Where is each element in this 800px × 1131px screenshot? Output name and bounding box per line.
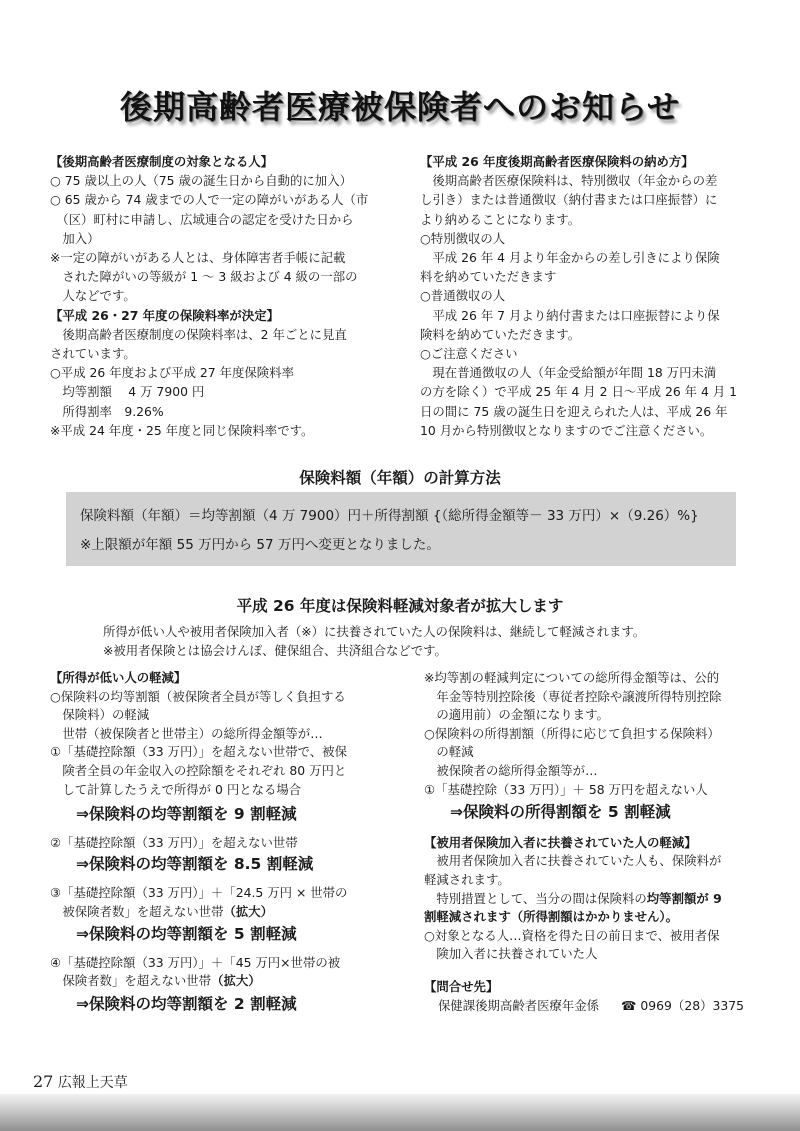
text-line: 平成 26 年 4 月より年金からの差し引きにより保険 — [420, 250, 720, 266]
text-line: ※一定の障がいがある人とは、身体障害者手帳に記載 — [50, 250, 346, 266]
text-line: ※均等割の軽減判定についての総所得金額等は、公的 — [424, 670, 720, 685]
formula-text: 保険料額（年額）＝均等割額（4 万 7900）円＋所得割額 {（総所得金額等－ 33 万円）×（9.26）%} — [80, 508, 699, 524]
text-line: 年金等特別控除後（専従者控除や譲渡所得特別控除 — [424, 688, 722, 704]
text-line: 日の間に 75 歳の誕生日を迎えられた人は、平成 26 年 — [420, 403, 728, 419]
condition-4-cont — [50, 972, 347, 991]
text-line: 険料を納めていただきます。 — [420, 326, 581, 342]
result-3: ⇒保険料の均等割額を 5 割軽減 — [76, 925, 297, 944]
text-line: 均等割額 4 万 7900 円 — [50, 384, 205, 400]
text-line: 加入） — [50, 230, 100, 246]
text-line: 人などです。 — [50, 288, 136, 304]
right-lower-column — [424, 669, 744, 1015]
formula-box — [66, 492, 736, 566]
text-line: 険者全員の年金収入の控除額をそれぞれ 80 万円と — [50, 762, 347, 778]
text-line: ○ 65 歳から 74 歳までの人で一定の障がいがある人（市 — [50, 192, 369, 208]
text-line: の適用前）の金額になります。 — [424, 707, 609, 723]
text-line: 後期高齢者医療制度の保険料率は、2 年ごとに見直 — [50, 326, 347, 342]
text-span: 保険者数」を超えない世帯 — [50, 973, 212, 989]
text-line: ○普通徴収の人 — [420, 288, 506, 304]
text-line: 軽減されます。 — [424, 871, 510, 887]
text-line: の軽減 — [424, 744, 474, 760]
text-line: 被保険者の総所得金額等が… — [424, 762, 598, 778]
condition-2: ②「基礎控除額（33 万円）」を超えない世帯 — [50, 834, 298, 850]
text-line: 被用者保険加入者に扶養されていた人も、保険料が — [424, 853, 722, 869]
text-span: 特別措置として、当分の間は保険料の — [424, 890, 647, 906]
result-4: ⇒保険料の均等割額を 2 割軽減 — [76, 994, 297, 1013]
calc-heading: 保険料額（年額）の計算方法 — [299, 469, 501, 487]
section-heading-payment: 【平成 26 年度後期高齢者医療保険料の納め方】 — [420, 154, 694, 169]
condition-3: ③「基礎控除額（33 万円）」＋「24.5 万円 × 世帯の — [50, 884, 348, 900]
bold-span: 均等割額が 9 — [646, 890, 722, 906]
contact-heading: 【問合せ先】 — [424, 978, 499, 994]
text-line: し引き）または普通徴収（納付書または口座振替）に — [420, 192, 718, 208]
result-1: ⇒保険料の均等割額を 9 割軽減 — [76, 805, 297, 824]
contact-phone: ☎ 0969（28）3375 — [621, 997, 745, 1013]
footer-bar — [0, 1094, 800, 1131]
text-line: ○保険料の均等割額（被保険者全員が等しく負担する — [50, 688, 346, 704]
text-line: の方を除く）で平成 25 年 4 月 2 日～平成 26 年 4 月 1 — [420, 384, 738, 400]
page-footer — [33, 1072, 128, 1092]
text-line: された障がいの等級が 1 ～ 3 級および 4 級の一部の — [50, 269, 358, 285]
dependent-heading: 【被用者保険加入者に扶養されていた人の軽減】 — [424, 834, 697, 850]
text-line: 保険料）の軽減 — [50, 707, 150, 723]
text-span: 被保険者数」を超えない世帯 — [50, 903, 224, 919]
text-line: 険加入者に扶養されていた人 — [424, 946, 598, 962]
condition-1: ①「基礎控除額（33 万円）」を超えない世帯で、被保 — [50, 744, 347, 760]
condition-4: ④「基礎控除額（33 万円）」＋「45 万円×世帯の被 — [50, 954, 341, 970]
text-line: ○平成 26 年度および平成 27 年度保険料率 — [50, 365, 294, 381]
text-line: 料を納めていただきます — [420, 269, 557, 285]
expanded-tag: （拡大） — [223, 903, 274, 919]
text-line: ○対象となる人…資格を得た日の前日まで、被用者保 — [424, 927, 720, 943]
page-title: 後期高齢者医療被保険者へのお知らせ — [119, 88, 681, 126]
contact-line — [424, 997, 744, 1016]
text-line: 後期高齢者医療保険料は、特別徴収（年金からの差 — [420, 173, 718, 189]
text-line: 所得割率 9.26% — [50, 403, 164, 419]
result-2: ⇒保険料の均等割額を 8.5 割軽減 — [76, 855, 314, 874]
text-line: ○特別徴収の人 — [420, 230, 506, 246]
section-heading-rates: 【平成 26・27 年度の保険料率が決定】 — [50, 307, 279, 323]
expanded-tag: （拡大） — [211, 973, 261, 989]
section-heading-eligibility: 【後期高齢者医療制度の対象となる人】 — [50, 154, 274, 169]
text-line-mixed — [424, 890, 744, 909]
text-line: ①「基礎控除（33 万円）」＋ 58 万円を超えない人 — [424, 781, 708, 797]
text-line: ○ 75 歳以上の人（75 歳の誕生日から自動的に加入） — [50, 173, 352, 189]
text-line: ○保険料の所得割額（所得に応じて負担する保険料） — [424, 725, 720, 741]
text-line: （区）町村に申請し、広域連合の認定を受けた日から — [50, 211, 354, 227]
text-line: 現在普通徴収の人（年金受給額が年間 18 万円未満 — [420, 365, 717, 381]
text-line: ※平成 24 年度・25 年度と同じ保険料率です。 — [50, 422, 314, 438]
text-line: 10 月から特別徴収となりますのでご注意ください。 — [420, 422, 713, 438]
result-5: ⇒保険料の所得割額を 5 割軽減 — [450, 803, 671, 822]
contact-dept: 保健課後期高齢者医療年金係 — [438, 997, 600, 1013]
right-column — [420, 152, 737, 440]
reduction-heading: 平成 26 年度は保険料軽減対象者が拡大します — [236, 597, 564, 615]
text-line: ○ご注意ください — [420, 346, 518, 362]
cap-note: ※上限額が年額 55 万円から 57 万円へ変更となりました。 — [80, 537, 440, 553]
text-line: して計算したうえで所得が 0 円となる場合 — [50, 781, 302, 797]
low-income-column — [50, 669, 347, 1014]
text-line: 平成 26 年 7 月より納付書または口座振替により保 — [420, 307, 720, 323]
text-line: 世帯（被保険者と世帯主）の総所得金額等が… — [50, 725, 323, 741]
publication-name: 広報上天草 — [57, 1075, 128, 1091]
reduction-footnote: ※被用者保険とは協会けんぽ、健保組合、共済組合などです。 — [103, 643, 447, 658]
text-line: 割軽減されます（所得割額はかかりません）。 — [424, 909, 679, 925]
reduction-intro: 所得が低い人や被用者保険加入者（※）に扶養されていた人の保険料は、継続して軽減されます。 — [103, 624, 646, 639]
text-line: されています。 — [50, 346, 136, 362]
condition-3-cont — [50, 903, 347, 922]
text-line: より納めることになります。 — [420, 211, 581, 227]
left-column — [50, 152, 368, 440]
page-number: 27 — [33, 1072, 54, 1091]
low-income-heading: 【所得が低い人の軽減】 — [50, 670, 187, 685]
